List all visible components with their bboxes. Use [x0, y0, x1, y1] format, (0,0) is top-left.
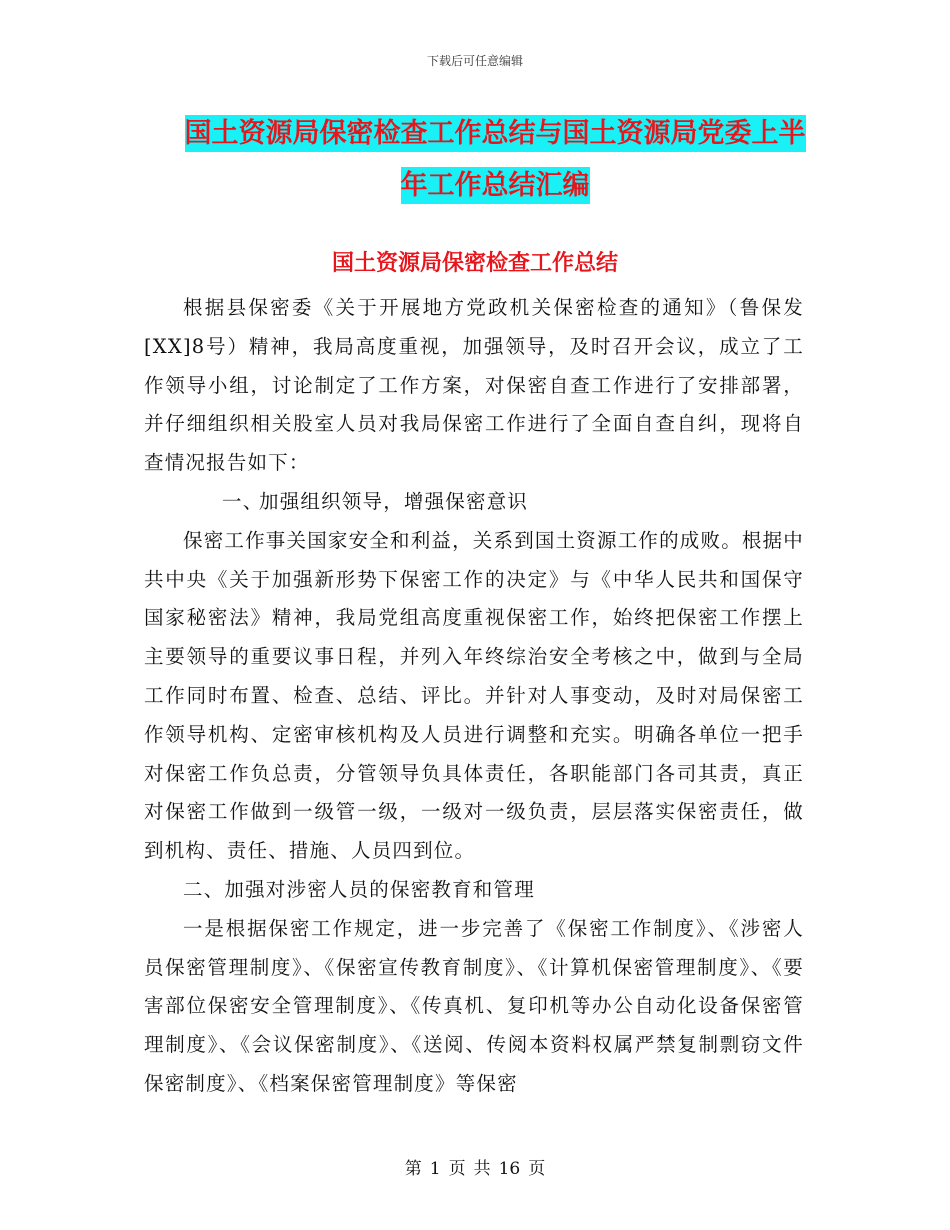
paragraph-organization: 保密工作事关国家安全和利益，关系到国土资源工作的成败。根据中共中央《关于加强新形势下保密工作的决定》与《中华人民共和国保守国家秘密法》精神，我局党组高度重视保密工作，始终把保密工作摆上主要领导的重要议事日程，并列入年终综治安全考核之中，做到与全局工作同时布置、检查、总结、评比。并针对人事变动，及时对局保密工作领导机构、定密审核机构及人员进行调整和充实。明确各单位一把手对保密工作负总责，分管领导负具体责任，各职能部门各司其责，真正对保密工作做到一级管一级，一级对一级负责，层层落实保密责任，做到机构、责任、措施、人员四到位。 — [144, 528, 805, 863]
title-line-1: 国土资源局保密检查工作总结与国土资源局党委上半 — [185, 115, 806, 152]
footer-suffix: 页 — [528, 1159, 546, 1179]
document-body — [144, 289, 804, 1104]
document-title — [140, 108, 850, 212]
header-note: 下载后可任意编辑 — [426, 54, 523, 68]
page-footer — [0, 1154, 950, 1179]
section-heading-one — [144, 483, 804, 522]
footer-prefix: 第 — [404, 1159, 422, 1179]
section-heading-one-text: 加强组织领导，增强保密意识 — [259, 489, 529, 513]
paragraph-intro: 根据县保密委《关于开展地方党政机关保密检查的通知》（鲁保发[XX]8号）精神，我局高度重视，加强领导，及时召开会议，成立了工作领导小组，讨论制定了工作方案，对保密自查工作进行了安排部署，并仔细组织相关股室人员对我局保密工作进行了全面自查自纠，现将自查情况报告如下： — [144, 296, 804, 475]
footer-total-pages: 16 — [498, 1159, 521, 1179]
footer-total-prefix: 共 — [473, 1159, 491, 1179]
paragraph-regulations: 一是根据保密工作规定，进一步完善了《保密工作制度》、《涉密人员保密管理制度》、《保密宣传教育制度》、《计算机保密管理制度》、《要害部位保密安全管理制度》、《传真机、复印机等办公自动化设备保密管理制度》、《会议保密制度》、《送阅、传阅本资料权属严禁复制剽窃文件保密制度》、《档案保密管理制度》等保密 — [144, 916, 804, 1095]
section-heading-one-number: 一、 — [222, 489, 264, 513]
section-heading-two: 二、加强对涉密人员的保密教育和管理 — [183, 877, 535, 901]
title-line-2: 年工作总结汇编 — [401, 167, 590, 204]
footer-current-page: 1 — [429, 1159, 441, 1179]
footer-page-word: 页 — [448, 1159, 466, 1179]
section-title: 国土资源局保密检查工作总结 — [331, 251, 618, 276]
